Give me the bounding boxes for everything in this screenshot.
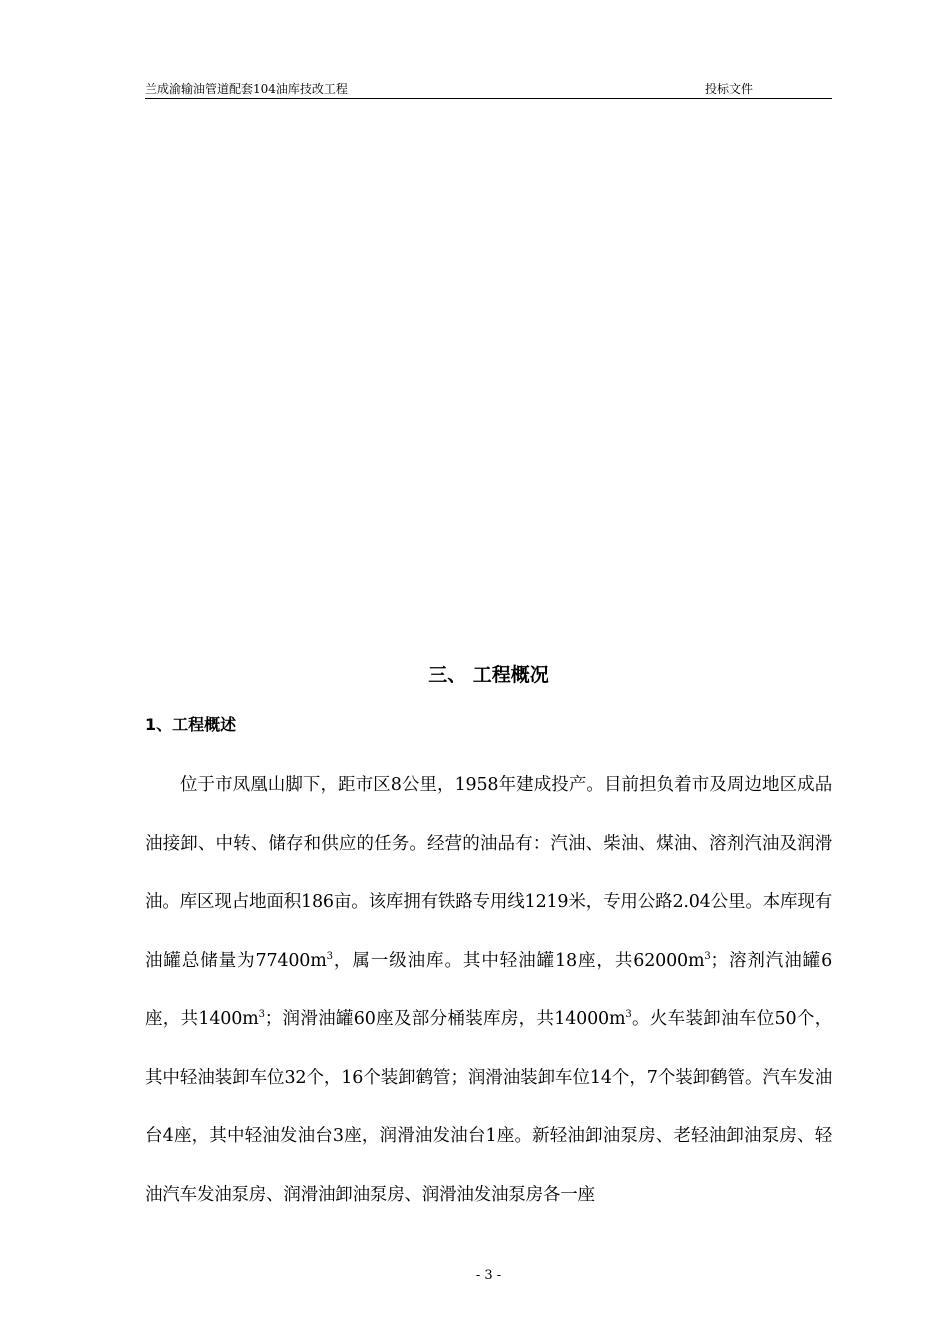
body-text-segment: 。火车装卸油车位50个，其中轻油装卸车位32个，16个装卸鹤管；润滑油装卸车位14个，7个装卸鹤管。汽车发油台4座，其中轻油发油台3座，润滑油发油台1座。新轻油卸油泵房、老轻油卸油泵房、轻油汽车发油泵房、润滑油卸油泵房、润滑油发油泵房各一座 — [145, 1009, 832, 1205]
superscript-3: 3 — [704, 950, 711, 962]
header-document-type: 投标文件 — [705, 82, 754, 96]
header-project-title: 兰成渝输油管道配套104油库技改工程 — [145, 82, 348, 96]
superscript-3: 3 — [625, 1009, 632, 1021]
body-paragraph — [145, 756, 832, 1224]
subsection-title: 1、工程概述 — [145, 715, 237, 734]
body-text-segment: ，属一级油库。其中轻油罐18座，共62000m — [332, 950, 705, 971]
page-header — [145, 80, 832, 99]
body-text-segment: ；溶剂汽油罐6座，共1400m — [145, 950, 833, 1029]
superscript-3: 3 — [326, 950, 333, 962]
page-number: - 3 - — [475, 1268, 502, 1283]
superscript-3: 3 — [258, 1009, 265, 1021]
body-text-segment: 位于市凤凰山脚下，距市区8公里，1958年建成投产。目前担负着市及周边地区成品油接卸、中转、储存和供应的任务。经营的油品有：汽油、柴油、煤油、溶剂汽油及润滑油。库区现占地面积186亩。该库拥有铁路专用线1219米，专用公路2.04公里。本库现有油罐总储量为77400m — [145, 775, 832, 971]
section-title: 三、 工程概况 — [428, 664, 549, 686]
body-text-segment: ；润滑油罐60座及部分桶装库房，共14000m — [264, 1009, 626, 1029]
